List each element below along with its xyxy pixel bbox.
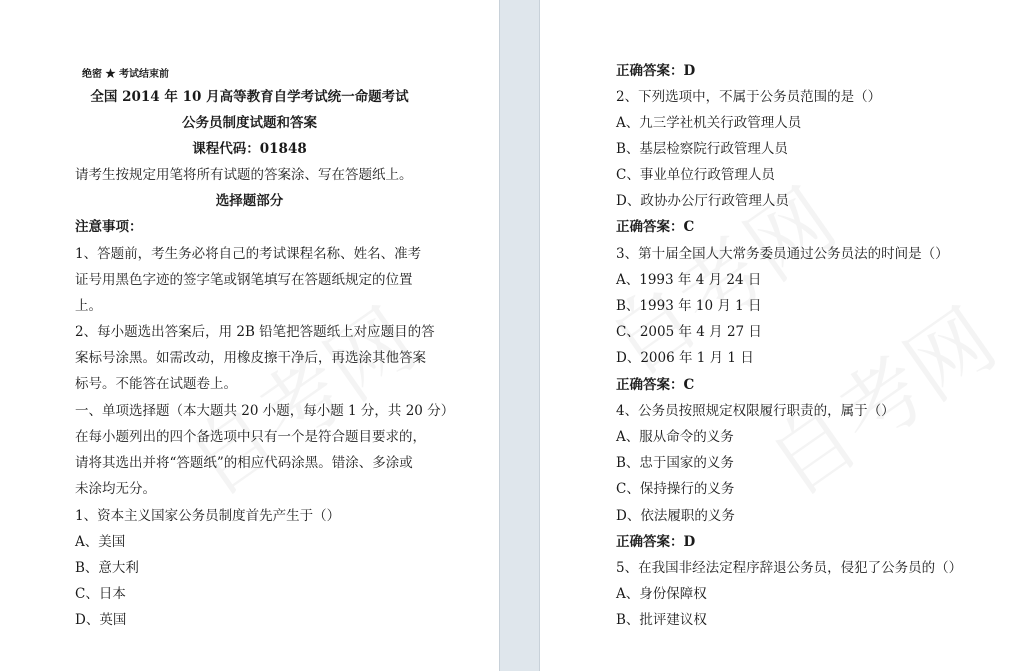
secret-header: 绝密 ★ 考试结束前 bbox=[82, 69, 169, 80]
section-heading: 选择题部分 bbox=[215, 193, 284, 209]
section-instruction-line: 请将其选出并将“答题纸”的相应代码涂黑。错涂、多涂或 bbox=[75, 455, 413, 471]
option: B、批评建议权 bbox=[616, 612, 707, 628]
option: D、政协办公厅行政管理人员 bbox=[616, 193, 789, 209]
question-4: 4、公务员按照规定权限履行职责的，属于（） bbox=[616, 403, 895, 419]
question-1: 1、资本主义国家公务员制度首先产生于（） bbox=[75, 508, 341, 524]
document-page-right bbox=[540, 0, 1024, 671]
correct-answer: 正确答案：D bbox=[616, 63, 696, 79]
note-line: 2、每小题选出答案后，用 2B 铅笔把答题纸上对应题目的答 bbox=[75, 324, 435, 340]
option: D、依法履职的义务 bbox=[616, 508, 735, 524]
document-page-left bbox=[0, 0, 499, 671]
option: B、1993 年 10 月 1 日 bbox=[616, 298, 762, 314]
option: A、1993 年 4 月 24 日 bbox=[616, 272, 762, 288]
question-5: 5、在我国非经法定程序辞退公务员，侵犯了公务员的（） bbox=[616, 560, 963, 576]
option: C、事业单位行政管理人员 bbox=[616, 167, 775, 183]
watermark bbox=[160, 275, 436, 519]
exam-title: 全国 2014 年 10 月高等教育自学考试统一命题考试 bbox=[90, 89, 409, 105]
option: A、身份保障权 bbox=[616, 586, 707, 602]
watermark bbox=[740, 275, 1016, 519]
section-instruction-line: 在每小题列出的四个备选项中只有一个是符合题目要求的， bbox=[75, 429, 426, 445]
course-code: 课程代码：01848 bbox=[192, 141, 307, 157]
option: D、2006 年 1 月 1 日 bbox=[616, 350, 754, 366]
section-instruction-line: 一、单项选择题（本大题共 20 小题，每小题 1 分，共 20 分） bbox=[75, 403, 455, 419]
option: C、日本 bbox=[75, 586, 126, 602]
notes-heading: 注意事项： bbox=[75, 219, 143, 235]
question-3: 3、第十届全国人大常务委员通过公务员法的时间是（） bbox=[616, 246, 949, 262]
correct-answer: 正确答案：C bbox=[616, 377, 695, 393]
option: B、基层检察院行政管理人员 bbox=[616, 141, 788, 157]
instruction-text: 请考生按规定用笔将所有试题的答案涂、写在答题纸上。 bbox=[75, 167, 413, 183]
section-instruction-line: 未涂均无分。 bbox=[75, 481, 156, 497]
note-line: 1、答题前，考生务必将自己的考试课程名称、姓名、准考 bbox=[75, 246, 422, 262]
note-line: 上。 bbox=[75, 298, 102, 314]
note-line: 案标号涂黑。如需改动，用橡皮擦干净后，再选涂其他答案 bbox=[75, 350, 426, 366]
option: A、九三学社机关行政管理人员 bbox=[616, 115, 802, 131]
exam-subtitle: 公务员制度试题和答案 bbox=[182, 115, 317, 131]
note-line: 标号。不能答在试题卷上。 bbox=[75, 376, 237, 392]
option: C、2005 年 4 月 27 日 bbox=[616, 324, 762, 340]
option: C、保持操行的义务 bbox=[616, 481, 735, 497]
option: A、服从命令的义务 bbox=[616, 429, 734, 445]
question-2: 2、下列选项中，不属于公务员范围的是（） bbox=[616, 89, 882, 105]
correct-answer: 正确答案：C bbox=[616, 219, 695, 235]
option: D、英国 bbox=[75, 612, 127, 628]
correct-answer: 正确答案：D bbox=[616, 534, 696, 550]
option: A、美国 bbox=[75, 534, 126, 550]
option: B、忠于国家的义务 bbox=[616, 455, 734, 471]
note-line: 证号用黑色字迹的签字笔或钢笔填写在答题纸规定的位置 bbox=[75, 272, 413, 288]
page-gutter bbox=[499, 0, 540, 671]
option: B、意大利 bbox=[75, 560, 139, 576]
